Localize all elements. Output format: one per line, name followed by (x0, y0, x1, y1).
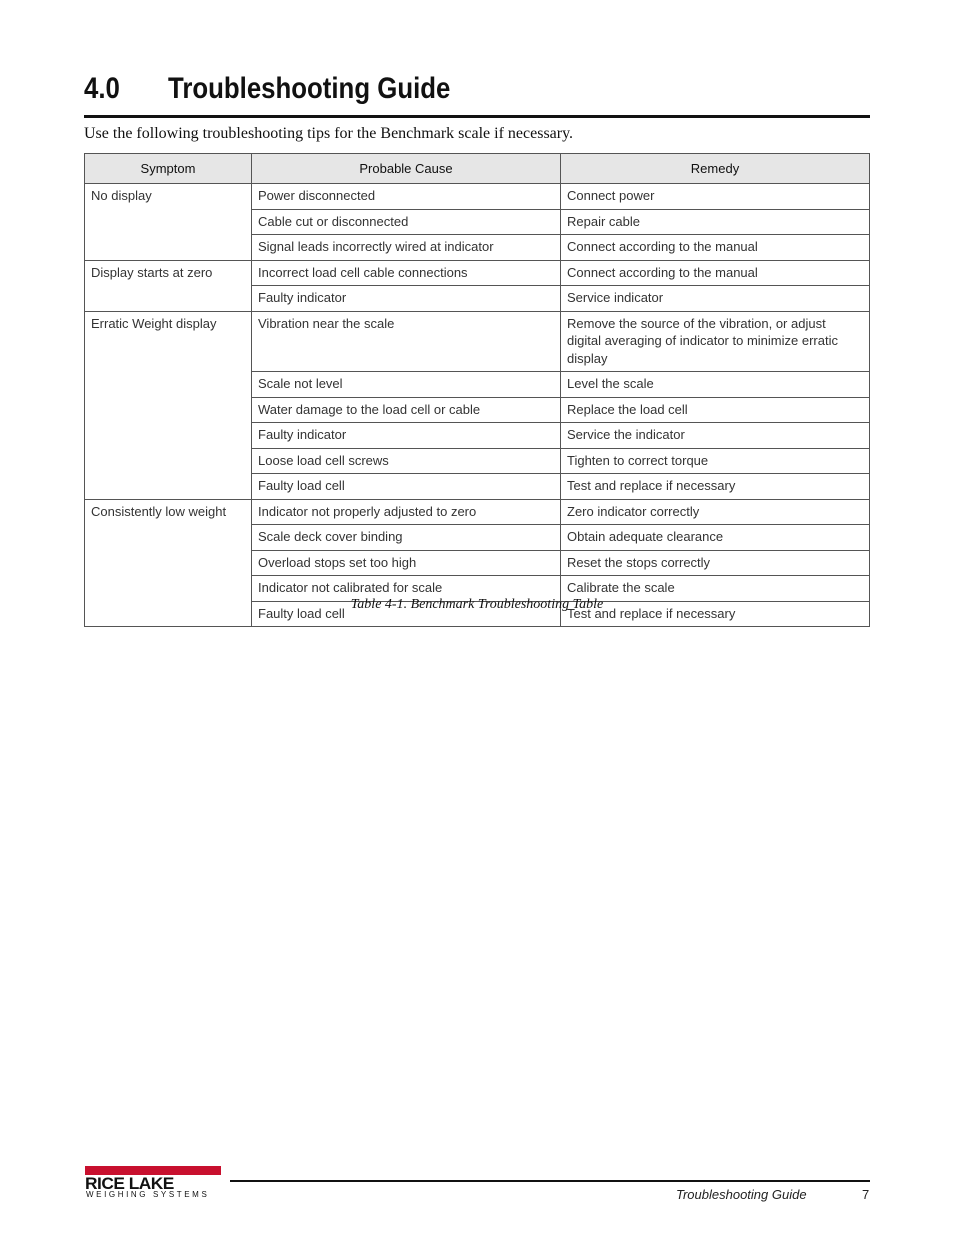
table-header-row (85, 154, 870, 184)
remedy-cell: Reset the stops correctly (561, 550, 870, 576)
header-probable-cause: Probable Cause (252, 154, 561, 184)
remedy-cell: Connect power (561, 184, 870, 210)
remedy-cell: Test and replace if necessary (561, 474, 870, 500)
section-heading (84, 70, 870, 114)
cause-cell: Faulty load cell (252, 474, 561, 500)
symptom-cell: No display (85, 184, 252, 261)
cause-cell: Indicator not properly adjusted to zero (252, 499, 561, 525)
remedy-cell: Zero indicator correctly (561, 499, 870, 525)
symptom-cell: Erratic Weight display (85, 311, 252, 499)
cause-cell: Scale not level (252, 372, 561, 398)
cause-cell: Scale deck cover binding (252, 525, 561, 551)
troubleshooting-table (84, 153, 870, 627)
cause-cell: Vibration near the scale (252, 311, 561, 372)
symptom-cell: Display starts at zero (85, 260, 252, 311)
remedy-cell: Calibrate the scale (561, 576, 870, 602)
heading-rule (84, 115, 870, 118)
remedy-cell: Remove the source of the vibration, or adjust digital averaging of indicator to minimize erratic display (561, 311, 870, 372)
cause-cell: Indicator not calibrated for scale (252, 576, 561, 602)
remedy-cell: Test and replace if necessary (561, 601, 870, 627)
logo-subtext: WEIGHING SYSTEMS (86, 1190, 210, 1199)
section-title: Troubleshooting Guide (168, 72, 451, 105)
remedy-cell: Replace the load cell (561, 397, 870, 423)
table-caption: Table 4-1. Benchmark Troubleshooting Table (350, 597, 604, 612)
table-row (85, 499, 870, 525)
table-row (85, 184, 870, 210)
rice-lake-logo (85, 1166, 222, 1200)
table-body (85, 184, 870, 627)
cause-cell: Faulty indicator (252, 286, 561, 312)
remedy-cell: Connect according to the manual (561, 235, 870, 261)
cause-cell: Faulty indicator (252, 423, 561, 449)
remedy-cell: Level the scale (561, 372, 870, 398)
cause-cell: Overload stops set too high (252, 550, 561, 576)
table-row (85, 311, 870, 372)
intro-paragraph: Use the following troubleshooting tips for the Benchmark scale if necessary. (84, 125, 574, 142)
remedy-cell: Tighten to correct torque (561, 448, 870, 474)
symptom-cell: Consistently low weight (85, 499, 252, 627)
footer-rule (230, 1180, 870, 1182)
remedy-cell: Obtain adequate clearance (561, 525, 870, 551)
remedy-cell: Connect according to the manual (561, 260, 870, 286)
cause-cell: Faulty load cell (252, 601, 561, 627)
cause-cell: Loose load cell screws (252, 448, 561, 474)
remedy-cell: Repair cable (561, 209, 870, 235)
header-remedy: Remedy (561, 154, 870, 184)
remedy-cell: Service the indicator (561, 423, 870, 449)
footer-section-title: Troubleshooting Guide (676, 1187, 807, 1202)
cause-cell: Signal leads incorrectly wired at indicator (252, 235, 561, 261)
logo-brand-text: RICE LAKE (85, 1174, 174, 1193)
page-number: 7 (862, 1187, 870, 1202)
header-symptom: Symptom (85, 154, 252, 184)
cause-cell: Power disconnected (252, 184, 561, 210)
cause-cell: Water damage to the load cell or cable (252, 397, 561, 423)
cause-cell: Incorrect load cell cable connections (252, 260, 561, 286)
table-row (85, 260, 870, 286)
section-number: 4.0 (84, 72, 120, 105)
remedy-cell: Service indicator (561, 286, 870, 312)
cause-cell: Cable cut or disconnected (252, 209, 561, 235)
